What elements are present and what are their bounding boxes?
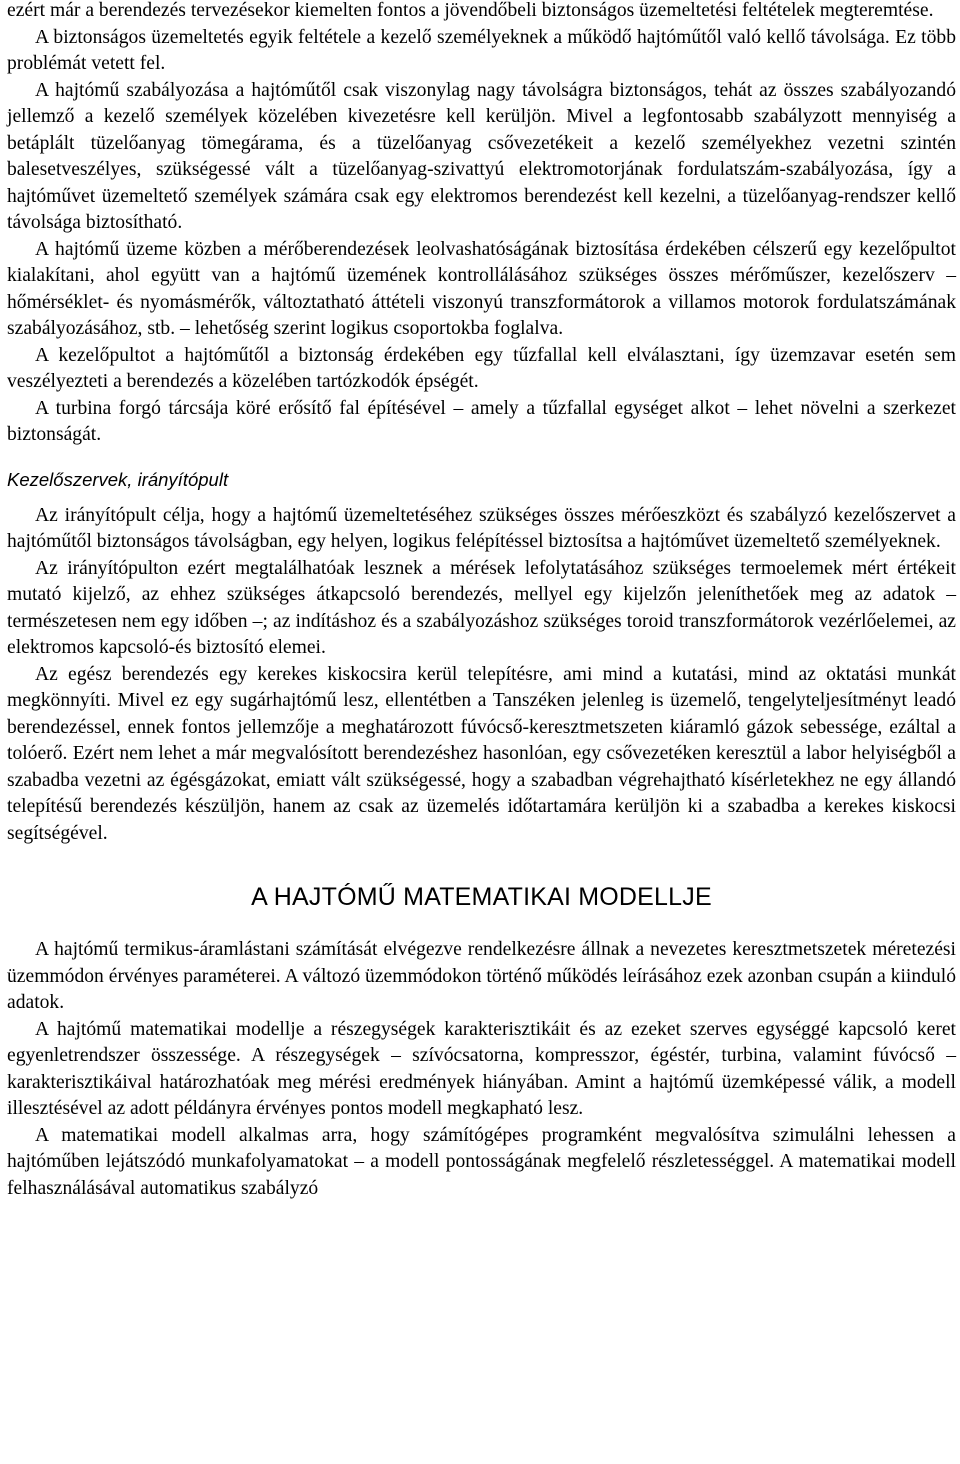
- paragraph: A turbina forgó tárcsája köré erősítő fal építésével – amely a tűzfallal egységet alkot – lehet növelni a szerkezet biztonságát.: [7, 397, 956, 445]
- paragraph: A matematikai modell alkalmas arra, hogy számítógépes programként megvalósítva szimulálni lehessen a hajtóműben lejátszódó munkafolyamatokat – a modell pontosságának megfelelő részletességgel. A matematikai modell felhasználásával automatikus szabályzó: [7, 1124, 956, 1199]
- paragraph: A hajtómű matematikai modellje a részegységek karakterisztikáit és az ezeket szerves egységgé kapcsoló keret egyenletrendszer összessége. A részegységek – szívócsatorna, kompresszor, égéstér, turbina, valamint fúvócső – karakterisztikáival határozhatóak meg mérési eredmények hiányában. Amint a hajtómű üzemképessé válik, a modell illesztésével az adott példányra érvényes pontos modell megkapható lesz.: [7, 1018, 956, 1119]
- section-heading: Kezelőszervek, irányítópult: [7, 468, 229, 490]
- paragraph: A hajtómű termikus-áramlástani számítását elvégezve rendelkezésre állnak a nevezetes keresztmetszetek méretezési üzemmódon érvényes paraméterei. A változó üzemmódokon történő működés leírásához ezek azonban csupán a kiinduló adatok.: [7, 939, 956, 1013]
- paragraph: A biztonságos üzemeltetés egyik feltétele a kezelő személyeknek a működő hajtóműtől való kellő távolsága. Ez több problémát vetett fel.: [7, 26, 956, 74]
- paragraph: Az egész berendezés egy kerekes kiskocsira kerül telepítésre, ami mind a kutatási, mind az oktatási munkát megkönnyíti. Mivel ez egy sugárhajtómű lesz, ellentétben a Tanszéken jelenleg is üzemelő, tengelyteljesítményt leadó berendezéssel, ennek fontos jellemzője a meghatározott fúvócső-keresztmetszeten kiáramló gázok sebessége, ezáltal a tolóerő. Ezért nem lehet a már megvalósított berendezéshez hasonlóan, egy csővezetéken keresztül a labor helyiségből a szabadba vezetni az égésgázokat, emiatt vált szükségessé, hogy a szabadban végrehajtható kísérletekhez ne egy állandó telepítésű berendezés készüljön, hanem az csak az üzemelés időtartamára kerüljön ki a szabadba a kerekes kiskocsi segítségével.: [7, 663, 956, 844]
- paragraph: A hajtómű szabályozása a hajtóműtől csak viszonylag nagy távolságra biztonságos, tehát az összes szabályozandó jellemző a kezelő személyek közelében kivezetésre kell kerüljön. Mivel a legfontosabb szabályzott mennyiség a betáplált tüzelőanyag tömegárama, és a tüzelőanyag csővezetékeit a kezelő személyekhez vezetni szintén balesetveszélyes, szükségessé vált a tüzelőanyag-szivattyú elektromotorjának fordulatszám-szabályozása, így a hajtóművet üzemeltető személyek számára csak egy elektromos berendezést kell kezelni, a tüzelőanyag-rendszer kellő távolsága biztosítható.: [7, 79, 956, 233]
- paragraph: A kezelőpultot a hajtóműtől a biztonság érdekében egy tűzfallal kell elválasztani, így üzemzavar esetén sem veszélyezteti a berendezés a közelében tartózkodók épségét.: [7, 344, 956, 392]
- document-page: [7, 0, 956, 1202]
- paragraph-continuation: ezért már a berendezés tervezésekor kiemelten fontos a jövendőbeli biztonságos üzemeltetési feltételek megteremtése.: [7, 0, 934, 21]
- paragraph: Az irányítópulton ezért megtalálhatóak lesznek a mérések lefolytatásához szükséges termoelemek mért értékeit mutató kijelző, az ehhez szükséges átkapcsoló berendezés, mellyel egy kijelzőn jeleníthetőek meg az adatok – természetesen nem egy időben –; az indításhoz és a szabályozáshoz szükséges toroid transzformátorok vezérlőelemei, az elektromos kapcsoló-és biztosító elemei.: [7, 557, 956, 658]
- paragraph: Az irányítópult célja, hogy a hajtómű üzemeltetéséhez szükséges összes mérőeszközt és szabályzó kezelőszervet a hajtóműtől biztonságos távolságban, egy helyen, logikus felépítéssel biztosítsa a hajtóművet üzemeltető személyeknek.: [7, 504, 956, 552]
- paragraph: A hajtómű üzeme közben a mérőberendezések leolvashatóságának biztosítása érdekében célszerű egy kezelőpultot kialakítani, ahol együtt van a hajtómű üzemének kontrollálásához szükséges összes mérőműszer, kezelőszerv – hőmérséklet- és nyomásmérők, változtatható áttételi viszonyú transzformátorok a villamos motorok fordulatszámának szabályozásához, stb. – lehetőség szerint logikus csoportokba foglalva.: [7, 238, 956, 339]
- chapter-title: A HAJTÓMŰ MATEMATIKAI MODELLJE: [251, 883, 712, 911]
